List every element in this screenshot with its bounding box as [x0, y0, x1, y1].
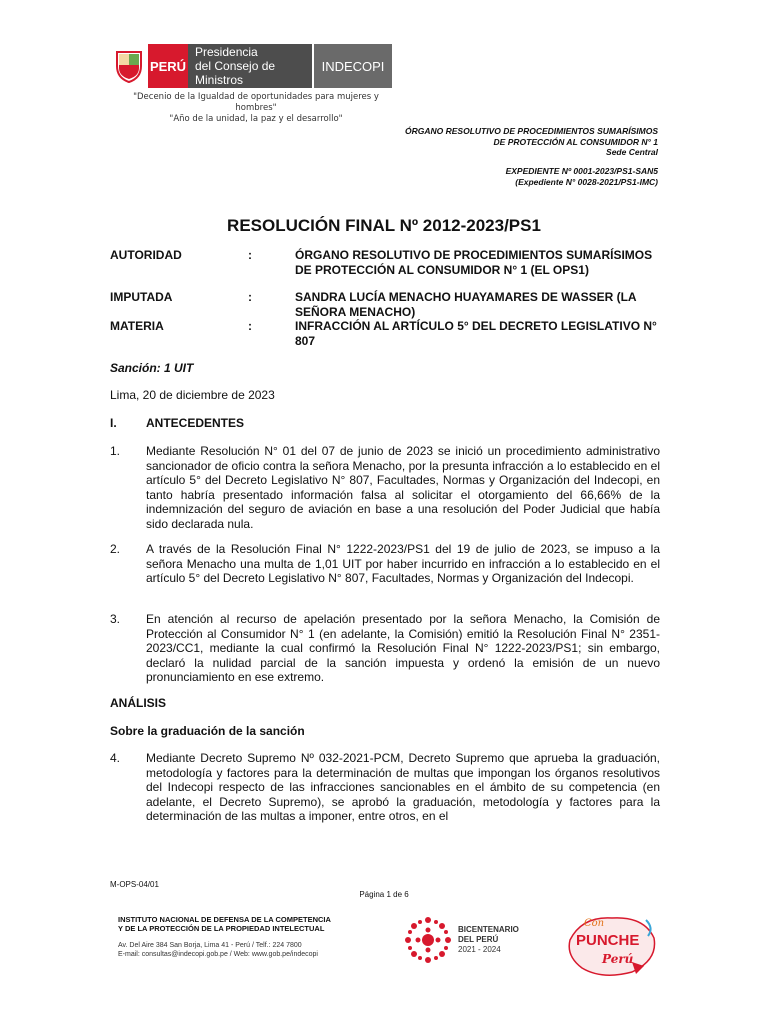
paragraph-2 — [110, 542, 660, 604]
expediente-line-1: EXPEDIENTE Nº 0001-2023/PS1-SAN5 — [505, 166, 658, 176]
meta-value: SANDRA LUCÍA MENACHO HUAYAMARES DE WASSER (LA SEÑORA MENACHO) — [295, 290, 637, 319]
institution-address — [118, 941, 318, 959]
meta-colon: : — [248, 248, 252, 262]
paragraph-text: A través de la Resolución Final N° 1222-2023/PS1 del 19 de julio de 2023, se impuso a la señora Menacho una multa de 1,01 UIT por haber incurrido en infracción a lo establecido en el artículo 5° del Decreto Legislativo N° 807, Facultades, Normas y Organización del Indecopi. — [146, 542, 660, 585]
bicentenario-line-3: 2021 - 2024 — [458, 945, 501, 954]
bicentenario-emblem-icon — [402, 914, 454, 966]
organ-line-3: Sede Central — [606, 147, 658, 157]
indecopi-brand: INDECOPI — [314, 44, 392, 88]
contact-line: E-mail: consultas@indecopi.gob.pe / Web: www.gob.pe/indecopi — [118, 951, 318, 958]
institution-line-2: Y DE LA PROTECCIÓN DE LA PROPIEDAD INTELECTUAL — [118, 924, 325, 933]
meta-value: ÓRGANO RESOLUTIVO DE PROCEDIMIENTOS SUMARÍSIMOS DE PROTECCIÓN AL CONSUMIDOR N° 1 (EL OPS1) — [295, 248, 653, 277]
punche-main-text: PUNCHE — [576, 932, 640, 949]
meta-row-imputada — [110, 290, 660, 320]
bicentenario-line-1: BICENTENARIO — [458, 925, 519, 934]
bicentenario-label — [458, 925, 519, 955]
meta-colon: : — [248, 319, 252, 333]
punche-peru-text: Perú — [602, 952, 634, 966]
paragraph-3 — [110, 612, 660, 688]
government-logo-bar — [110, 44, 392, 88]
section-title: ANTECEDENTES — [146, 416, 245, 430]
institution-name — [118, 915, 331, 933]
expediente-reference — [506, 166, 658, 187]
decenio-line-1: "Decenio de la Igualdad de oportunidades para mujeres y hombres" — [133, 92, 379, 113]
sancion-line: Sanción: 1 UIT — [110, 361, 194, 375]
paragraph-text: Mediante Resolución N° 01 del 07 de junio de 2023 se inició un procedimiento administrativo sancionador de oficio contra la señora Menacho, por la presunta infracción a lo establecido en el artículo 5° del Decreto Legislativo N° 807, Facultades, Normas y Organización del Indecopi, en tanto habría presentado información falsa al solicitar el otorgamiento del 66,66% de la indemnización del seguro de aviación en base a una resolución del Poder Judicial que había sido declarada nula. — [146, 444, 660, 531]
meta-key: AUTORIDAD — [110, 248, 182, 262]
page-number: Página 1 de 6 — [359, 890, 409, 899]
coat-of-arms-icon — [110, 44, 148, 88]
paragraph-1 — [110, 444, 660, 534]
paragraph-text: Mediante Decreto Supremo Nº 032-2021-PCM, Decreto Supremo que aprueba la graduación, metodología y factores para la determinación de multas que impongan los órganos resolutivos del Indecopi respecto de las infracciones sancionables en el ámbito de su competencia (en adelante, el Decreto Supremo), se aprobó la graduación, metodología y factores para la determinación de las multas a imponer, entre otros, en el — [146, 751, 660, 823]
document-code: M-OPS-04/01 — [110, 880, 159, 889]
graduacion-subheading: Sobre la graduación de la sanción — [110, 724, 305, 738]
paragraph-number: 4. — [110, 751, 121, 765]
paragraph-number: 2. — [110, 542, 121, 556]
pcm-line-2: del Consejo de Ministros — [195, 59, 276, 87]
paragraph-text: En atención al recurso de apelación presentado por la señora Menacho, la Comisión de Protección al Consumidor N° 1 (en adelante, la Comisión) emitió la Resolución Final N° 2351-2023/CC1, mediante la cual confirmó la Resolución Final N° 1222-2023/PS1; sin embargo, declaró la nulidad parcial de la sanción impuesta y ordenó la emisión de un nuevo pronunciamiento en ese extremo. — [146, 612, 660, 684]
bicentenario-line-2: DEL PERÚ — [458, 935, 499, 944]
organ-line-2: DE PROTECCIÓN AL CONSUMIDOR N° 1 — [493, 136, 658, 147]
pcm-brand — [188, 44, 312, 88]
peru-brand: PERÚ — [148, 44, 188, 88]
address-line: Av. Del Aire 384 San Borja, Lima 41 - Perú / Telf.: 224 7800 — [118, 942, 302, 949]
meta-row-autoridad — [110, 248, 660, 292]
section-antecedentes — [110, 416, 660, 432]
expediente-line-2: (Expediente N° 0028-2021/PS1-IMC) — [515, 176, 658, 187]
meta-key: MATERIA — [110, 319, 164, 333]
meta-row-materia — [110, 319, 660, 349]
date-line: Lima, 20 de diciembre de 2023 — [110, 388, 275, 402]
institution-line-1: INSTITUTO NACIONAL DE DEFENSA DE LA COMPETENCIA — [118, 915, 331, 924]
analisis-heading: ANÁLISIS — [110, 696, 167, 710]
paragraph-number: 3. — [110, 612, 121, 626]
paragraph-number: 1. — [110, 444, 121, 458]
meta-key: IMPUTADA — [110, 290, 173, 304]
organ-line-1: ÓRGANO RESOLUTIVO DE PROCEDIMIENTOS SUMARÍSIMOS — [405, 126, 658, 136]
section-number: I. — [110, 416, 117, 430]
paragraph-4 — [110, 751, 660, 827]
punche-con-text: Con — [584, 918, 605, 929]
pcm-line-1: Presidencia — [195, 45, 258, 59]
decenio-line-2: "Año de la unidad, la paz y el desarrollo" — [169, 114, 343, 124]
con-punche-peru-logo — [562, 910, 662, 982]
resolution-title: RESOLUCIÓN FINAL Nº 2012-2023/PS1 — [227, 216, 541, 235]
decenio-motto — [116, 92, 396, 125]
organ-heading — [405, 126, 658, 158]
meta-colon: : — [248, 290, 252, 304]
meta-value: INFRACCIÓN AL ARTÍCULO 5° DEL DECRETO LEGISLATIVO N° 807 — [295, 319, 657, 348]
